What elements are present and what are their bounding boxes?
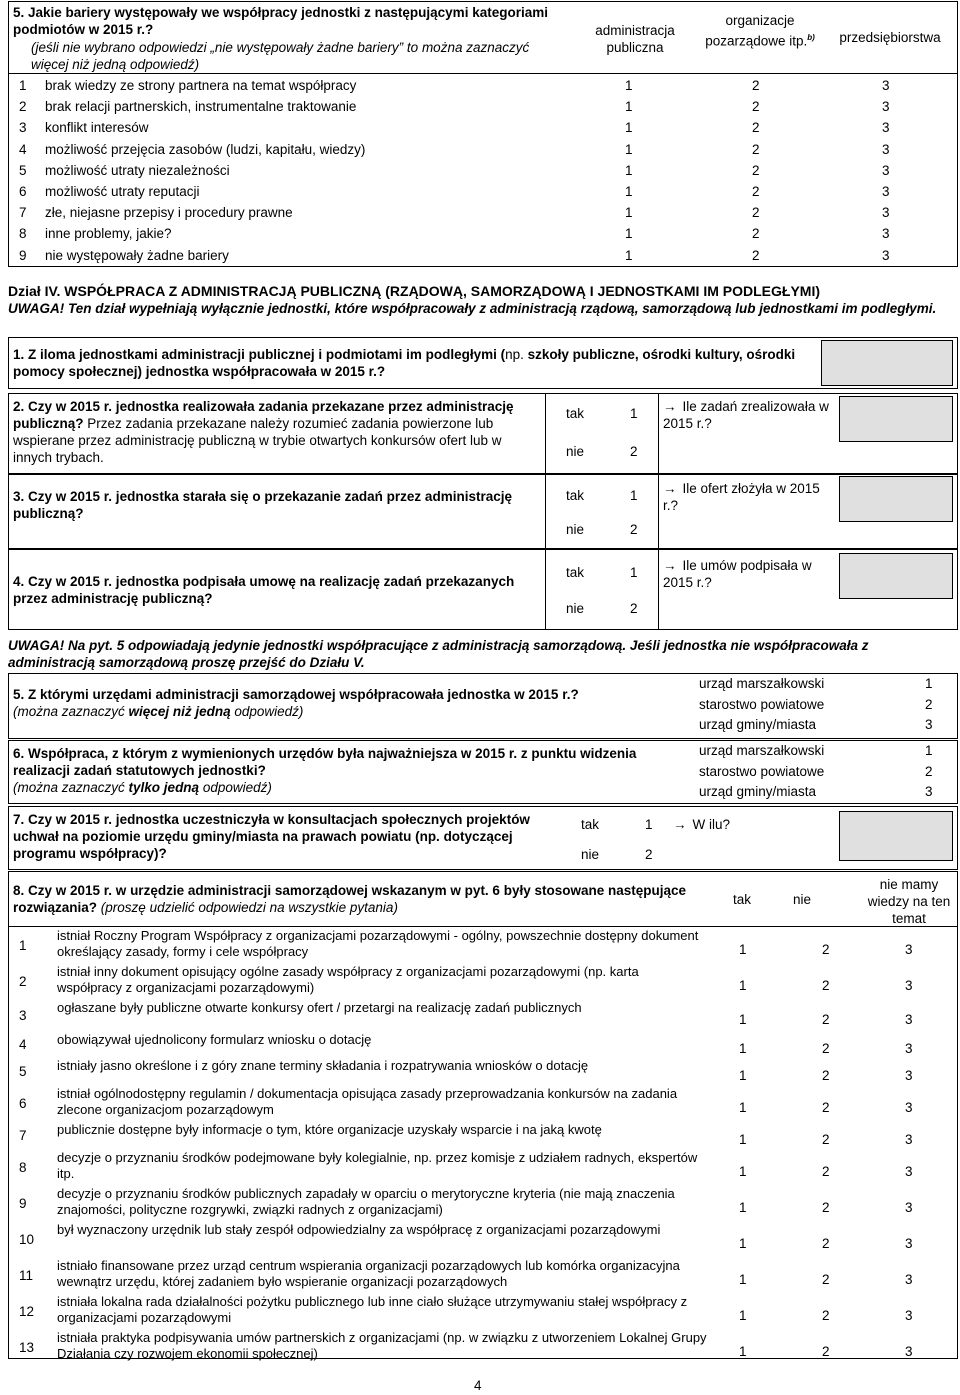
- barrier-row-number: 2: [19, 99, 27, 115]
- code-yes[interactable]: 1: [739, 1164, 747, 1179]
- q8-row-number: 4: [19, 1037, 27, 1052]
- option-label: urząd marszałkowski: [699, 743, 825, 758]
- col-header-ngo: [705, 12, 815, 50]
- q2-followup-text: Ile zadań zrealizowała w 2015 r.?: [663, 399, 829, 431]
- barrier-row: [9, 202, 957, 223]
- warning-text: Ten dział wypełniają wyłącznie jednostki, które współpracowały z administracją rządową, samorządową lub jednostkami im podległymi.: [68, 301, 937, 316]
- barrier-row: [9, 139, 957, 160]
- code-yes[interactable]: 1: [739, 1308, 747, 1323]
- q5-option[interactable]: [683, 715, 957, 735]
- code-3[interactable]: 3: [882, 141, 890, 157]
- q2-title: 2. Czy w 2015 r. jednostka realizowała zadania przekazane przez administrację publiczną?: [13, 399, 514, 431]
- code-dk[interactable]: 3: [905, 1236, 913, 1251]
- q8-row-number: 7: [19, 1128, 27, 1143]
- q2-section: [8, 393, 958, 475]
- q8-row-number: 12: [19, 1304, 35, 1319]
- code-1[interactable]: 1: [625, 184, 633, 199]
- code-yes[interactable]: 1: [739, 1236, 747, 1251]
- q8-row: [9, 1086, 957, 1122]
- option-label: urząd marszałkowski: [699, 676, 825, 691]
- code-2[interactable]: 2: [752, 205, 760, 221]
- code-dk[interactable]: 3: [905, 1132, 913, 1147]
- q8-row: [9, 1032, 957, 1058]
- code-2[interactable]: 2: [752, 247, 760, 263]
- section-heading: Dział IV. WSPÓŁPRACA Z ADMINISTRACJĄ PUBLICZNĄ (RZĄDOWĄ, SAMORZĄDOWĄ I JEDNOSTKAMI IM PODLEGŁYMI): [8, 283, 820, 299]
- option-label: starostwo powiatowe: [699, 696, 825, 712]
- barrier-row: [9, 75, 957, 96]
- q4-title: 4. Czy w 2015 r. jednostka podpisała umowę na realizację zadań przekazanych przez administrację publiczną?: [13, 574, 515, 606]
- code-1[interactable]: 1: [625, 226, 633, 242]
- q2-yes[interactable]: tak: [566, 406, 585, 421]
- code-3[interactable]: 3: [882, 78, 890, 93]
- q8-row-label: obowiązywał ujednolicony formularz wniosku o dotację: [57, 1032, 372, 1047]
- q8-title: 8. Czy w 2015 r. w urzędzie administracji samorządowej wskazanym w pyt. 6 były stosowane następujące rozwiązania?: [13, 883, 687, 915]
- code-no[interactable]: 2: [822, 978, 830, 993]
- q5-option[interactable]: [683, 695, 957, 715]
- warning-label: UWAGA!: [8, 301, 65, 316]
- q7-section: [8, 806, 958, 870]
- q5-option[interactable]: [683, 674, 957, 694]
- barrier-row-label: inne problemy, jakie?: [45, 226, 172, 242]
- barriers-section: [8, 1, 958, 267]
- code-yes[interactable]: 1: [739, 1272, 747, 1287]
- code-1[interactable]: 1: [625, 162, 633, 178]
- code-yes[interactable]: 1: [739, 1344, 747, 1359]
- code-dk[interactable]: 3: [905, 1344, 913, 1359]
- q8-note: (proszę udzielić odpowiedzi na wszystkie pytania): [100, 900, 398, 915]
- q1-section: [8, 337, 958, 389]
- q2-options: [545, 394, 659, 474]
- q8-row-label: istniały jasno określone i z góry znane terminy składania i rozpatrywania wniosków o dotację: [57, 1058, 589, 1073]
- q4-yes[interactable]: tak: [566, 565, 585, 580]
- q2-note: Przez zadania przekazane należy rozumieć zadania powierzone lub wspierane przez administrację publiczną w trybie otwartych konkursów ofert lub w innych trybach.: [13, 416, 502, 465]
- barrier-row-label: brak relacji partnerskich, instrumentalne traktowanie: [45, 99, 357, 115]
- q4-followup: [663, 557, 833, 591]
- q6-note: (można zaznaczyć tylko jedną odpowiedź): [13, 780, 272, 795]
- code-no[interactable]: 2: [822, 1068, 830, 1083]
- code-dk[interactable]: 3: [905, 1068, 913, 1083]
- code-3[interactable]: 3: [882, 247, 890, 263]
- q8-row-label: był wyznaczony urzędnik lub stały zespół odpowiedzialny za współpracę z organizacjami pozarządowymi: [57, 1222, 661, 1237]
- q6-title: 6. Współpraca, z którym z wymienionych urzędów była najważniejsza w 2015 r. z punktu widzenia realizacji zadań statutowych jednostki?: [13, 746, 637, 778]
- barrier-row: [9, 181, 957, 202]
- code-3[interactable]: 3: [882, 184, 890, 199]
- q7-no[interactable]: nie: [581, 847, 600, 862]
- q7-yes-code: 1: [645, 817, 653, 832]
- option-code: 1: [925, 676, 933, 691]
- q5-warning-label: UWAGA! Na pyt. 5: [8, 638, 125, 653]
- barrier-row-number: 9: [19, 247, 27, 263]
- q8-row: [9, 1000, 957, 1032]
- code-3[interactable]: 3: [882, 99, 890, 115]
- q7-followup: [673, 817, 730, 832]
- q8-row-label: decyzje o przyznaniu środków podejmowane były kolegialnie, np. przez komisje z udziałem radnych, ekspertów itp.: [57, 1150, 698, 1181]
- option-code: 3: [925, 717, 933, 732]
- q4-no[interactable]: nie: [566, 601, 585, 616]
- barrier-row: [9, 96, 957, 117]
- header-divider: [9, 73, 957, 74]
- barrier-row-label: możliwość przejęcia zasobów (ludzi, kapitału, wiedzy): [45, 141, 366, 157]
- option-label: starostwo powiatowe: [699, 763, 825, 779]
- q7-followup-text: W ilu?: [692, 817, 731, 832]
- q8-col-no: nie: [793, 892, 812, 907]
- code-3[interactable]: 3: [882, 226, 890, 242]
- q6-option[interactable]: [683, 741, 957, 761]
- q3-yes[interactable]: tak: [566, 488, 585, 503]
- code-dk[interactable]: 3: [905, 1100, 913, 1115]
- q2-count-box[interactable]: [839, 396, 953, 442]
- code-dk[interactable]: 3: [905, 1164, 913, 1179]
- q8-row-label: decyzje o przyznaniu środków publicznych zapadały w oparciu o merytoryczne kryteria (nie mają znaczenia znajomości, polityczne rozgrywki, związki radnych z organizacjami): [57, 1186, 675, 1217]
- code-dk[interactable]: 3: [905, 1041, 913, 1056]
- code-1[interactable]: 1: [625, 205, 633, 221]
- code-3[interactable]: 3: [882, 120, 890, 136]
- q2-no-code: 2: [630, 444, 638, 459]
- barriers-question-title: 5. Jakie bariery występowały we współpracy jednostki z następującymi kategoriami podmiotów w 2015 r.?: [13, 5, 548, 37]
- q8-row-number: 6: [19, 1096, 27, 1111]
- q8-row: [9, 964, 957, 1000]
- q8-row: [9, 1330, 957, 1366]
- q8-row-label: ogłaszane były publiczne otwarte konkursy ofert / przetargi na realizację zadań publicznych: [57, 1000, 582, 1015]
- section-warning: [8, 300, 954, 317]
- barrier-row-number: 1: [19, 78, 27, 93]
- code-no[interactable]: 2: [822, 1236, 830, 1251]
- q3-count-box[interactable]: [839, 476, 953, 522]
- option-code: 1: [925, 743, 933, 758]
- q8-row-number: 2: [19, 974, 27, 989]
- q7-yes[interactable]: tak: [581, 817, 600, 832]
- q7-count-box[interactable]: [839, 811, 953, 861]
- q8-row-number: 10: [19, 1232, 35, 1247]
- code-1[interactable]: 1: [625, 78, 633, 93]
- option-code: 2: [925, 763, 933, 779]
- barrier-row-number: 8: [19, 226, 27, 242]
- q8-section: [8, 871, 958, 1359]
- barrier-row-number: 6: [19, 184, 27, 199]
- code-dk[interactable]: 3: [905, 978, 913, 993]
- q4-count-box[interactable]: [839, 553, 953, 599]
- code-3[interactable]: 3: [882, 162, 890, 178]
- q6-text: [13, 745, 673, 796]
- q8-row-label: istniał ogólnodostępny regulamin / dokumentacja opisująca zasady przeprowadzania konkursów na zadania zlecone organizacjom pozarządowym: [57, 1086, 678, 1117]
- q4-yes-code: 1: [630, 565, 638, 580]
- code-3[interactable]: 3: [882, 205, 890, 221]
- code-1[interactable]: 1: [625, 141, 633, 157]
- barrier-row-label: możliwość utraty niezależności: [45, 162, 230, 178]
- q8-header-divider: [9, 926, 957, 927]
- q6-option[interactable]: [683, 762, 957, 782]
- q3-options: [545, 474, 659, 549]
- q8-col-dk: nie mamy wiedzy na ten temat: [867, 877, 951, 926]
- q3-yes-code: 1: [630, 488, 638, 503]
- q8-row-number: 1: [19, 938, 27, 953]
- q6-section: [8, 740, 958, 804]
- q8-row-number: 11: [19, 1268, 34, 1283]
- barriers-question-note: (jeśli nie wybrano odpowiedzi „nie występowały żadne bariery” to można zaznaczyć więcej niż jedną odpowiedź): [31, 40, 530, 72]
- q8-row-number: 8: [19, 1160, 27, 1175]
- code-dk[interactable]: 3: [905, 1272, 913, 1287]
- barrier-row-number: 7: [19, 205, 27, 221]
- q8-row-label: istniała lokalna rada działalności pożytku publicznego lub inne ciało służące utrzymywaniu stałej współpracy z organizacjami pozarządowymi: [57, 1294, 688, 1325]
- q2-yes-code: 1: [630, 406, 638, 421]
- q1-text: [13, 346, 813, 380]
- code-2[interactable]: 2: [752, 162, 760, 178]
- code-1[interactable]: 1: [625, 99, 633, 115]
- q1-text-b: szkoły publiczne, ośrodki kultury, ośrodki pomocy społecznej) jednostka współpracowała w 2015 r.?: [13, 347, 796, 379]
- col-header-companies: przedsiębiorstwa: [839, 30, 941, 45]
- barrier-row-number: 4: [19, 141, 27, 157]
- q8-row-number: 5: [19, 1064, 27, 1079]
- code-2[interactable]: 2: [752, 120, 760, 136]
- q2-text: [13, 398, 533, 466]
- code-no[interactable]: 2: [822, 1100, 830, 1115]
- barrier-row-label: konflikt interesów: [45, 120, 149, 136]
- code-no[interactable]: 2: [822, 1308, 830, 1323]
- barrier-row-label: możliwość utraty reputacji: [45, 184, 200, 199]
- page-number: 4: [474, 1378, 482, 1393]
- barrier-row: [9, 223, 957, 244]
- q4-no-code: 2: [630, 601, 638, 616]
- code-yes[interactable]: 1: [739, 942, 747, 957]
- q8-row-number: 9: [19, 1196, 27, 1211]
- code-dk[interactable]: 3: [905, 1012, 913, 1027]
- q4-followup-text: Ile umów podpisała w 2015 r.?: [663, 558, 812, 590]
- q1-answer-box[interactable]: [821, 340, 953, 386]
- q8-row: [9, 1222, 957, 1258]
- q3-no-code: 2: [630, 522, 638, 537]
- q1-np: np.: [505, 347, 524, 362]
- barrier-row: [9, 160, 957, 181]
- code-no[interactable]: 2: [822, 1164, 830, 1179]
- code-2[interactable]: 2: [752, 78, 760, 93]
- code-dk[interactable]: 3: [905, 1200, 913, 1215]
- q8-row-number: 13: [19, 1340, 35, 1355]
- code-yes[interactable]: 1: [739, 978, 747, 993]
- code-yes[interactable]: 1: [739, 1100, 747, 1115]
- barrier-row-label: nie występowały żadne bariery: [45, 247, 229, 263]
- q2-followup: [663, 398, 843, 432]
- code-2[interactable]: 2: [752, 141, 760, 157]
- code-no[interactable]: 2: [822, 1041, 830, 1056]
- q7-options: [561, 807, 673, 869]
- code-2[interactable]: 2: [752, 184, 760, 199]
- code-no[interactable]: 2: [822, 1272, 830, 1287]
- q8-text: [13, 882, 703, 916]
- code-dk[interactable]: 3: [905, 1308, 913, 1323]
- code-2[interactable]: 2: [752, 226, 760, 242]
- code-yes[interactable]: 1: [739, 1012, 747, 1027]
- option-code: 3: [925, 784, 933, 799]
- footnote-marker: b): [807, 33, 815, 42]
- option-label: urząd gminy/miasta: [699, 717, 817, 732]
- q8-row: [9, 1122, 957, 1150]
- code-yes[interactable]: 1: [739, 1132, 747, 1147]
- q5-warning: [8, 637, 954, 671]
- barrier-row-label: brak wiedzy ze strony partnera na temat współpracy: [45, 78, 357, 93]
- q8-row: [9, 1150, 957, 1186]
- barrier-row-label: złe, niejasne przepisy i procedury prawne: [45, 205, 293, 221]
- code-1[interactable]: 1: [625, 247, 633, 263]
- q7-no-code: 2: [645, 847, 653, 862]
- q3-title: 3. Czy w 2015 r. jednostka starała się o przekazanie zadań przez administrację publiczną?: [13, 489, 512, 521]
- q7-title: 7. Czy w 2015 r. jednostka uczestniczyła w konsultacjach społecznych projektów uchwał na poziomie urzędu gminy/miasta na prawach powiatu (np. dotyczącej programu współpracy)?: [13, 812, 530, 861]
- q2-no[interactable]: nie: [566, 444, 585, 459]
- barrier-row: [9, 117, 957, 138]
- q6-option[interactable]: [683, 782, 957, 802]
- q5-note: (można zaznaczyć więcej niż jedną odpowiedź): [13, 704, 304, 719]
- q8-row: [9, 1294, 957, 1330]
- q5-text: [13, 686, 673, 720]
- barrier-row: [9, 245, 957, 266]
- q3-no[interactable]: nie: [566, 522, 585, 537]
- code-no[interactable]: 2: [822, 1344, 830, 1359]
- q8-row: [9, 928, 957, 964]
- code-yes[interactable]: 1: [739, 1200, 747, 1215]
- code-no[interactable]: 2: [822, 1012, 830, 1027]
- col-header-administration: administracja publiczna: [595, 23, 675, 55]
- q5-section: [8, 673, 958, 739]
- q5-title: 5. Z którymi urzędami administracji samorządowej współpracowała jednostka w 2015 r.?: [13, 687, 579, 702]
- q8-row-label: istniała praktyka podpisywania umów partnerskich z organizacjami (np. w związku z utworzeniem Lokalnej Grupy Działania czy rozwojem ekonomii społecznej): [57, 1330, 707, 1361]
- code-2[interactable]: 2: [752, 99, 760, 115]
- code-no[interactable]: 2: [822, 1200, 830, 1215]
- q8-row-number: 3: [19, 1008, 27, 1023]
- q3-section: [8, 473, 958, 550]
- code-no[interactable]: 2: [822, 942, 830, 957]
- barrier-row-number: 3: [19, 120, 27, 136]
- code-1[interactable]: 1: [625, 120, 633, 136]
- q8-row: [9, 1258, 957, 1294]
- col-header-ngo-label: organizacje pozarządowe itp.: [705, 13, 808, 49]
- q4-options: [545, 549, 659, 629]
- code-yes[interactable]: 1: [739, 1041, 747, 1056]
- q8-row-label: publicznie dostępne były informacje o tym, które organizacje uzyskały wsparcie i na jaką kwotę: [57, 1122, 602, 1137]
- q8-row-label: istniało finansowane przez urząd centrum wspierania organizacji pozarządowych lub komórka organizacyjna wewnątrz urzędu, której zadaniem było wspieranie organizacji pozarządowych: [57, 1258, 680, 1289]
- q4-section: [8, 548, 958, 630]
- option-code: 2: [925, 696, 933, 712]
- code-no[interactable]: 2: [822, 1132, 830, 1147]
- barrier-row-number: 5: [19, 162, 27, 178]
- q5-warning-text: odpowiadają jedynie jednostki współpracujące z administracją samorządową. Jeśli jednostka nie współpracowała z administracją samorządową proszę przejść do Działu V.: [8, 638, 869, 670]
- code-yes[interactable]: 1: [739, 1068, 747, 1083]
- q8-row-label: istniał Roczny Program Współpracy z organizacjami pozarządowymi - ogólny, powszechnie dostępny dokument określający zasady, formy i cele współpracy: [57, 928, 699, 959]
- q3-followup: [663, 480, 823, 514]
- q8-row-label: istniał inny dokument opisujący ogólne zasady współpracy z organizacjami pozarządowymi (np. karta współpracy z organizacjami pozarządowymi): [57, 964, 639, 995]
- q1-text-a: 1. Z iloma jednostkami administracji publicznej i podmiotami im podległymi (: [13, 347, 506, 362]
- q8-row: [9, 1186, 957, 1222]
- q8-row: [9, 1058, 957, 1086]
- q3-followup-text: Ile ofert złożyła w 2015 r.?: [663, 481, 820, 513]
- code-dk[interactable]: 3: [905, 942, 913, 957]
- q8-col-yes: tak: [733, 892, 752, 907]
- option-label: urząd gminy/miasta: [699, 784, 817, 799]
